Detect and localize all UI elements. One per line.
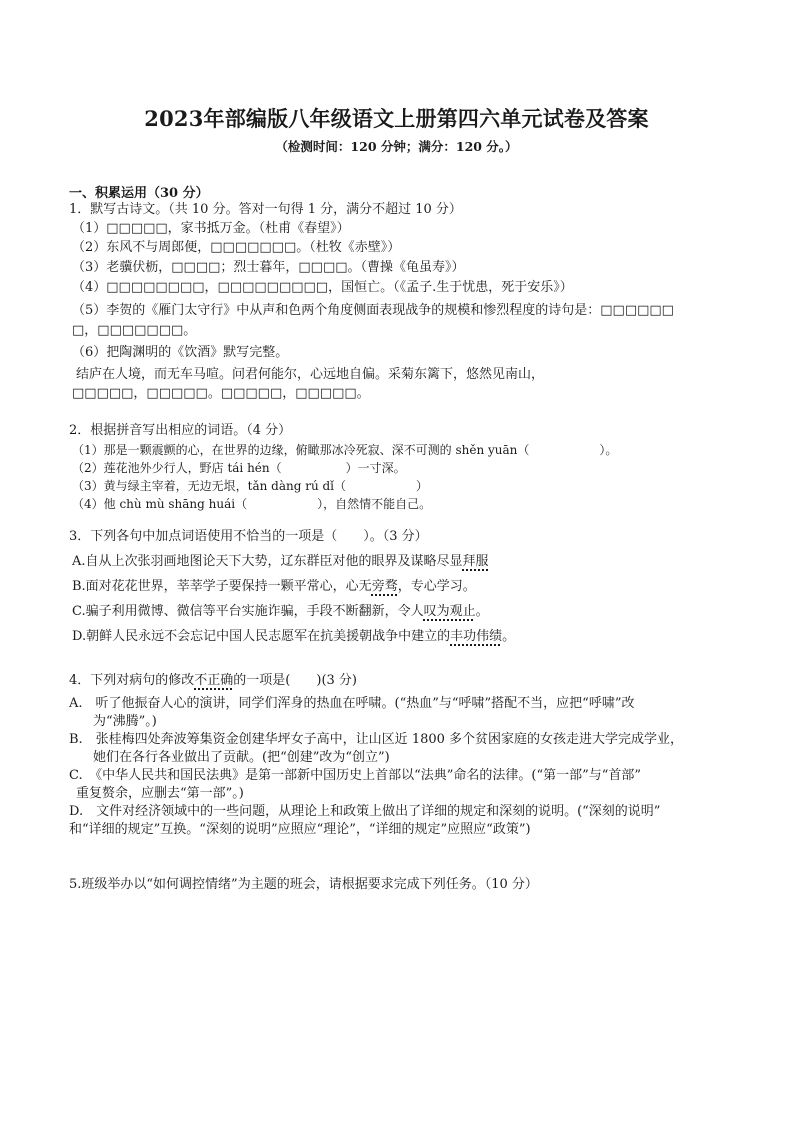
q2-item-2-end: ）一寸深。 [345, 461, 406, 475]
page-subtitle: （检测时间：120 分钟；满分：120 分。） [275, 139, 518, 154]
q3-option-a [72, 553, 489, 571]
question-5-stem: 5.班级举办以“如何调控情绪”为主题的班会，请根据要求完成下列任务。（10 分） [69, 877, 538, 892]
option-text: B.面对花花世界，莘莘学子要保持一颗平常心，心无 [72, 579, 372, 594]
stem-text: 的一项是( )(3 分) [233, 673, 357, 688]
q4-option-d-cont: 和“详细的规定”互换。“深刻的说明”应照应“理论”，“详细的规定”应照应“政策”) [69, 822, 531, 837]
stem-text: 4．下列对病句的修改 [69, 673, 195, 688]
q4-option-a: A. 听了他振奋人心的演讲，同学们浑身的热血在呼啸。(“热血”与“呼啸”搭配不当，应把“呼啸”改 [69, 696, 635, 711]
option-text: C.骗子利用微博、微信等平台实施诈骗，手段不断翻新，令人 [72, 604, 424, 619]
q1-item-5-cont: □，□□□□□□□。 [72, 323, 197, 338]
q2-item-4-text: （4）他 chù mù shāng huái（ [72, 497, 248, 511]
q2-item-2 [72, 459, 406, 477]
emphasized-word: 旁骛 [371, 579, 398, 594]
q4-option-c: C. 《中华人民共和国民法典》是第一部新中国历史上首部以“法典”命名的法律。(“第一部”与“首部” [69, 768, 642, 783]
q4-option-d: D. 文件对经济领域中的一些问题，从理论上和政策上做出了详细的规定和深刻的说明。(“深刻的说明” [69, 804, 661, 819]
question-3-stem: 3．下列各句中加点词语使用不恰当的一项是（ ）。（3 分） [69, 529, 428, 544]
q2-item-4-end: ），自然情不能自己。 [317, 497, 432, 511]
section-heading: 一、积累运用（30 分） [69, 186, 209, 201]
page-title: 2023年部编版八年级语文上册第四六单元试卷及答案 [144, 106, 649, 131]
q1-poem-line-1: 结庐在人境，而无车马喧。问君何能尔，心远地自偏。采菊东篱下，悠然见南山， [76, 367, 545, 382]
q1-poem-line-2: □□□□□，□□□□□。□□□□□，□□□□□。 [72, 386, 370, 401]
question-4-stem [69, 672, 357, 690]
option-text: ，专心学习。 [397, 579, 476, 594]
q2-item-1-end: ）。 [599, 443, 618, 457]
q4-option-a-cont: 为“沸腾”。) [80, 714, 157, 729]
q4-option-b-cont: 她们在各行各业做出了贡献。(把“创建”改为“创立”) [80, 750, 390, 765]
q1-item-6: （6）把陶渊明的《饮酒》默写完整。 [72, 345, 289, 360]
q2-item-3-text: （3）黄与绿主宰着，无边无垠，tǎn dàng rú dǐ（ [72, 479, 347, 493]
emphasized-word: 拜服 [462, 554, 489, 569]
option-text: A.自从上次张羽画地图论天下大势，辽东群臣对他的眼界及谋略尽显 [72, 554, 463, 569]
question-1-stem: 1．默写古诗文。（共 10 分。答对一句得 1 分，满分不超过 10 分） [69, 202, 462, 217]
emphasized-word: 丰功伟绩 [450, 629, 503, 644]
q2-item-2-text: （2）莲花池外少行人，野店 tái hén（ [72, 461, 282, 475]
option-text: 。 [475, 604, 489, 619]
q1-item-4: （4）□□□□□□□□，□□□□□□□□□，国恒亡。（《孟子.生于忧患，死于安乐》） [72, 280, 573, 295]
q2-item-1 [72, 441, 617, 459]
q4-option-c-cont: 重复赘余，应删去“第一部”。) [76, 786, 244, 801]
q1-item-3: （3）老骥伏枥，□□□□；烈士暮年，□□□□。（曹操《龟虽寿》） [72, 260, 465, 275]
q3-option-d [72, 628, 515, 646]
q3-option-c [72, 603, 489, 621]
q1-item-2: （2）东风不与周郎便，□□□□□□□。（杜牧《赤壁》） [72, 240, 401, 255]
emphasized-word: 叹为观止 [423, 604, 476, 619]
emphasized-word: 不正确 [194, 673, 234, 688]
q2-item-3 [72, 477, 428, 495]
q2-item-4 [72, 495, 431, 513]
question-2-stem: 2．根据拼音写出相应的词语。（4 分） [69, 423, 292, 438]
q4-option-b: B. 张桂梅四处奔波筹集资金创建华坪女子高中，让山区近 1800 多个贫困家庭的女孩走进大学完成学业， [69, 732, 684, 747]
q1-item-5: （5）李贺的《雁门太守行》中从声和色两个角度侧面表现战争的规模和惨烈程度的诗句是：□□□□□□ [72, 303, 674, 318]
q2-item-1-text: （1）那是一颗震颤的心，在世界的边缘，俯瞰那冰冷死寂、深不可测的 shěn yuān（ [72, 443, 530, 457]
option-text: D.朝鲜人民永远不会忘记中国人民志愿军在抗美援朝战争中建立的 [72, 629, 451, 644]
q2-item-3-end: ） [416, 479, 429, 493]
q1-item-1: （1）□□□□□，家书抵万金。（杜甫《春望》） [72, 221, 350, 236]
q3-option-b [72, 578, 476, 596]
option-text: 。 [502, 629, 516, 644]
